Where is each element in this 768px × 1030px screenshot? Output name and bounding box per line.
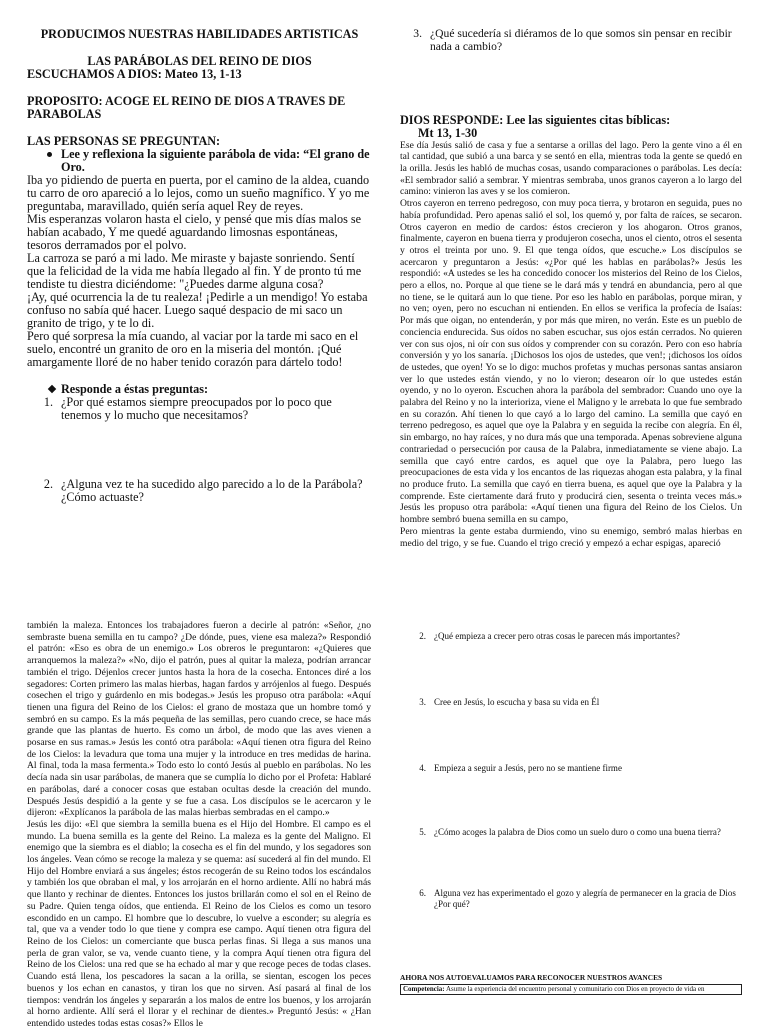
people-ask-heading: LAS PERSONAS SE PREGUNTAN: xyxy=(27,134,221,148)
reading-paragraph: Pero mientras la gente estaba durmiendo, vino su enemigo, sembró malas hierbas en medio del trigo, y se fue. Cuando el trigo creció y empezó a echar espigas, apareció xyxy=(400,525,742,549)
question-number: 6. xyxy=(419,888,426,898)
question-text: ¿Por qué estamos siempre preocupados por lo poco que tenemos y lo mucho que necesitamos? xyxy=(61,395,332,422)
bible-citation: Mt 13, 1-30 xyxy=(418,125,478,140)
competence-text: Asume la experiencia del encuentro personal y comunitario con Dios en proyecto de vida en xyxy=(445,985,705,993)
story-paragraph: La carroza se paró a mi lado. Me miraste y bajaste sonriendo. Sentí que la felicidad de la vida me había llegado al fin. Y de pronto tú me tendiste tu diestra diciéndome: "¿Puedes darme alguna cosa? xyxy=(27,251,362,291)
reading-paragraph: Ese día Jesús salió de casa y fue a sentarse a orillas del lago. Pero la gente vino a él en tal cantidad, que subió a una barca y se sentó en ella, mientras toda la gente se quedó en la orilla. Jesús les habló de muchas cosas, usando comparaciones o parábolas. Les decía: «El sembrador salió a sembrar. Y mientras sembraba, unos granos cayeron a lo largo del camino: vinieron las aves y se los comieron. xyxy=(400,139,742,198)
bullet-item: Lee y reflexiona la siguiente parábola de vida: “El grano de Oro. xyxy=(27,148,372,174)
page-title: PRODUCIMOS NUESTRAS HABILIDADES ARTISTICAS xyxy=(40,27,359,41)
question-item xyxy=(27,396,372,422)
question-number: 3. xyxy=(419,697,426,707)
question-item xyxy=(400,28,742,54)
story-paragraph: Mis esperanzas volaron hasta el cielo, y pensé que mis días malos se habían acabado, Y me quedé aguardando limosnas espontáneas, tesoros derramados por el polvo. xyxy=(27,212,362,252)
question-text: ¿Qué empieza a crecer pero otras cosas le parecen más importantes? xyxy=(434,631,680,641)
bottom-left-column xyxy=(27,620,371,1030)
god-responds-heading: DIOS RESPONDE: Lee las siguientes citas bíblicas: xyxy=(400,112,671,127)
question-number: 4. xyxy=(419,763,426,773)
listen-heading: ESCUCHAMOS A DIOS: Mateo 13, 1-13 xyxy=(27,67,242,81)
bullet-list xyxy=(27,148,372,174)
bible-reading-continued xyxy=(27,620,371,1030)
question-item xyxy=(27,478,372,504)
question-text: ¿Alguna vez te ha sucedido algo parecido a lo de la Parábola? ¿Cómo actuaste? xyxy=(61,477,363,504)
question-text: Alguna vez has experimentado el gozo y alegría de permanecer en la gracia de Dios ¿Por qué? xyxy=(434,888,736,909)
story-text xyxy=(27,174,372,369)
respond-heading: Responde a éstas preguntas: xyxy=(27,383,372,396)
question-number: 1. xyxy=(43,395,53,409)
competence-label: Competencia: xyxy=(403,985,445,993)
reading-paragraph: Jesús les dijo: «El que siembra la semilla buena es el Hijo del Hombre. El campo es el mundo. La buena semilla es la gente del Reino. La maleza es la gente del Maligno. El enemigo que la siembra es el diablo; la cosecha es el fin del mundo, y los segadores son los ángeles. Vean cómo se recoge la maleza y se quema: así sucederá al fin del mundo. El Hijo del Hombre enviará a sus ángeles; éstos recogerán de su Reino todos los escándalos y también los que obraban el mal, y los arrojarán en el horno ardiente. Allí no habrá más que llanto y rechinar de dientes. Entonces los justos brillarán como el sol en el Reino de su Padre. Quien tenga oídos, que entienda. El Reino de los Cielos es como un tesoro escondido en un campo. El hombre que lo descubre, lo vuelve a esconder; su alegría es tal, que va a vender todo lo que tiene y compra ese campo. Aquí tienen otra figura del Reino de los Cielos: un comerciante que busca perlas finas. Si llega a sus manos una perla de gran valor, se va, vende cuanto tiene, y la compra Aquí tienen otra figura del Reino de los Cielos: una red que se ha echado al mar y que recoge peces de todas clases. Cuando está llena, los pescadores la sacan a la orilla, se sientan, escogen los peces buenos y los echan en canastos, y tiran los que no sirven. Así pasará al final de los tiempos: vendrán los ángeles y separarán a los malos de entre los buenos, y los arrojarán al horno ardiente. Allí será el llorar y el rechinar de dientes.» Preguntó Jesús: « ¿Han entendido ustedes todas estas cosas?» Ellos le xyxy=(27,818,371,1029)
question-item xyxy=(400,697,742,708)
question-item xyxy=(400,631,742,642)
question-number: 2. xyxy=(43,477,53,491)
question-number: 5. xyxy=(419,827,426,837)
purpose-heading: PROPOSITO: ACOGE EL REINO DE DIOS A TRAVES DE PARABOLAS xyxy=(27,94,346,121)
question-text: Empieza a seguir a Jesús, pero no se mantiene firme xyxy=(434,763,622,773)
question-item xyxy=(400,888,742,910)
question-text: ¿Cómo acoges la palabra de Dios como un suelo duro o como una buena tierra? xyxy=(434,827,721,837)
subtitle: LAS PARÁBOLAS DEL REINO DE DIOS xyxy=(87,54,312,68)
self-evaluation-title: AHORA NOS AUTOEVALUAMOS PARA RECONOCER NUESTROS AVANCES xyxy=(400,973,663,982)
story-paragraph: ¡Ay, qué ocurrencia la de tu realeza! ¡Pedirle a un mendigo! Yo estaba confuso no sabía qué hacer. Luego saqué despacio de mi saco un granito de trigo, y te lo di. xyxy=(27,290,368,330)
top-left-column xyxy=(27,28,372,504)
story-paragraph: Iba yo pidiendo de puerta en puerta, por el camino de la aldea, cuando tu carro de oro apareció a lo lejos, como un sueño magnífico. Y yo me preguntaba, maravillado, quién sería aquel Rey de reyes. xyxy=(27,173,370,213)
question-number: 2. xyxy=(419,631,426,641)
competence-box xyxy=(400,984,742,995)
reading-paragraph: también la maleza. Entonces los trabajadores fueron a decirle al patrón: «Señor, ¿no sembraste buena semilla en tu campo? ¿De dónde, pues, viene esa maleza?» Respondió el patrón: «Eso es obra de un enemigo.» Los obreros le preguntaron: «¿Quieres que arranquemos la maleza?» «No, dijo el patrón, pues al quitar la maleza, podrían arrancar también el trigo. Déjenlos crecer juntos hasta la hora de la cosecha. Entonces diré a los segadores: Corten primero las malas hierbas, hagan fardos y arrójenlos al fuego. Después cosechen el trigo y guárdenlo en mis bodegas.» Jesús les propuso otra parábola: «Aquí tienen una figura del Reino de los Cielos: el grano de mostaza que un hombre tomó y sembró en su campo. Es la más pequeña de las semillas, pero cuando crece, se hace más grande que las plantas de huerto. Es como un árbol, de modo que las aves vienen a posarse en sus ramas.» Jesús les contó otra parábola: «Aquí tienen otra figura del Reino de los Cielos: la levadura que toma una mujer y la introduce en tres medidas de harina. Al final, toda la masa fermenta.» Todo esto lo contó Jesús al pueblo en parábolas. No les decía nada sin usar parábolas, de manera que se cumplía lo dicho por el Profeta: Hablaré en parábolas, daré a conocer cosas que estaban ocultas desde la creación del mundo. Después Jesús despidió a la gente y se fue a casa. Los discípulos se le acercaron y le dijeron: «Explícanos la parábola de las malas hierbas sembradas en el campo.» xyxy=(27,620,371,819)
question-text: ¿Qué sucedería si diéramos de lo que somos sin pensar en recibir nada a cambio? xyxy=(430,27,732,53)
question-item xyxy=(400,763,742,774)
bottom-right-column xyxy=(400,620,742,995)
bible-reading xyxy=(400,140,742,550)
question-item xyxy=(400,827,742,838)
top-right-column xyxy=(400,28,742,549)
story-paragraph: Pero qué sorpresa la mía cuando, al vaciar por la tarde mi saco en el suelo, encontré un granito de oro en la miseria del montón. ¡Qué amargamente lloré de no haber tenido corazón para dártelo todo! xyxy=(27,329,359,369)
question-number: 3. xyxy=(413,27,422,40)
question-text: Cree en Jesús, lo escucha y basa su vida en Él xyxy=(434,697,600,707)
reading-paragraph: Otros cayeron en terreno pedregoso, con muy poca tierra, y brotaron en seguida, pues no había profundidad. Pero apenas salió el sol, los quemó y, por falta de raíces, se secaron. Otros cayeron en medio de cardos: éstos crecieron y los ahogaron. Otros granos, finalmente, cayeron en buena tierra y produjeron cosecha, unos el ciento, otros el sesenta y otros el treinta por uno. 9. El que tenga oídos, que escuche.» Los discípulos se acercaron y preguntaron a Jesús: «¿Por qué les hablas en parábolas?» Jesús les respondió: «A ustedes se les ha concedido conocer los misterios del Reino de los Cielos, pero a ellos, no. Porque al que tiene se le dará más y tendrá en abundancia, pero al que no tiene, se le quitará aun lo que tiene. Por eso les hablo en parábolas, porque miran, y no ven; oyen, pero no escuchan ni entienden. En ellos se verifica la profecía de Isaías: Por más que oigan, no entenderán, y por más que miren, no verán. Este es un pueblo de conciencia endurecida. Sus oídos no saben escuchar, sus ojos están cerrados. No quieren ver con sus ojos, ni oír con sus oídos y comprender con su corazón. Pero con eso habría conversión y yo los sanaría. ¡Dichosos los ojos de ustedes, que ven!; ¡dichosos los oídos de ustedes, que oyen! Yo se lo digo: muchos profetas y muchas personas santas ansiaron ver lo que ustedes están viendo, y no lo vieron; desearon oír lo que ustedes están oyendo, y no lo oyeron. Escuchen ahora la parábola del sembrador: Cuando uno oye la palabra del Reino y no la interioriza, viene el Maligno y le arrebata lo que fue sembrado en su corazón. Ahí tienen lo que cayó a lo largo del camino. La semilla que cayó en terreno pedregoso, es aquel que oye la Palabra y en seguida la recibe con alegría. En él, sin embargo, no hay raíces, y no dura más que una temporada. Apenas sobreviene alguna contrariedad o persecución por causa de la Palabra, inmediatamente se viene abajo. La semilla que cayó entre cardos, es aquel que oye la Palabra, pero luego las preocupaciones de esta vida y los encantos de las riquezas ahogan esta palabra, y la final no produce fruto. La semilla que cayó en tierra buena, es aquel que oye la Palabra y la comprende. Este ciertamente dará fruto y producirá cien, sesenta o treinta veces más.» Jesús les propuso otra parábola: «Aquí tienen una figura del Reino de los Cielos. Un hombre sembró buena semilla en su campo, xyxy=(400,198,742,526)
